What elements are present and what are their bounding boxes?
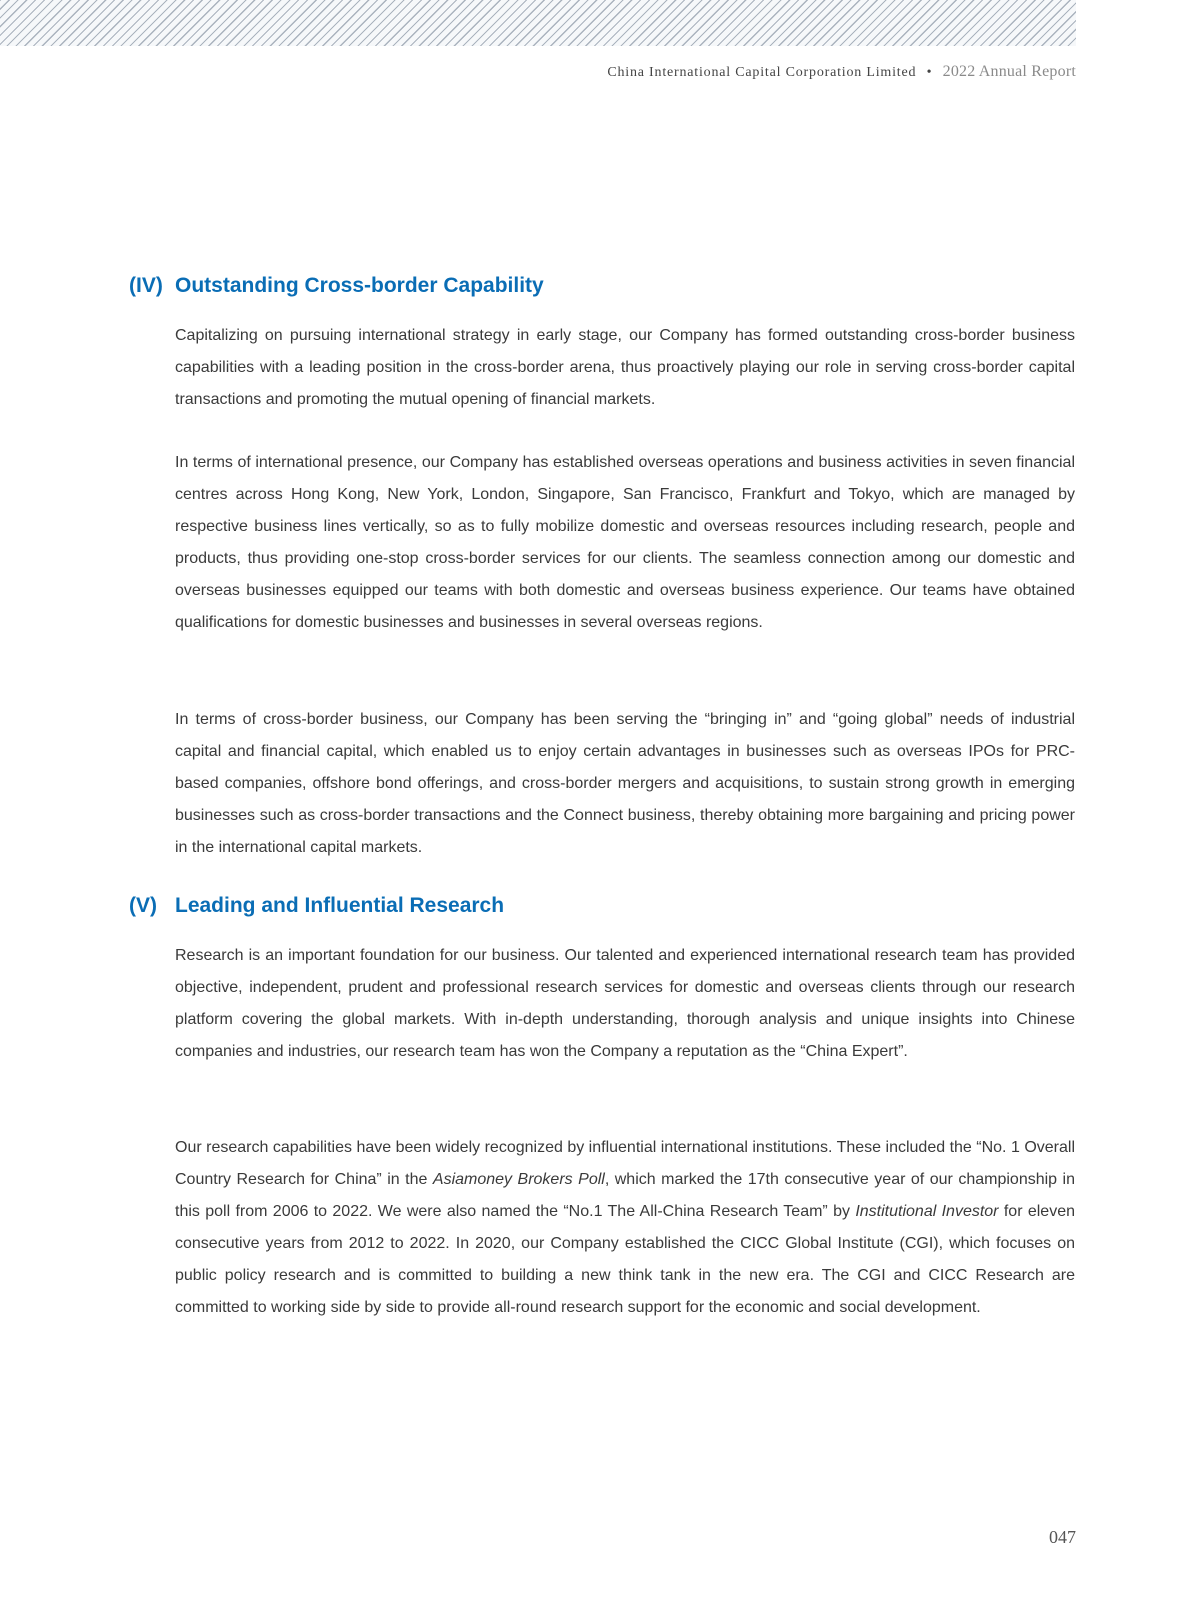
running-header [607,63,1076,81]
decorative-hatch-band [0,0,1076,46]
bullet-separator: • [926,65,933,80]
paragraph: Research is an important foundation for our business. Our talented and experienced international research team has provided objective, independent, prudent and professional research services for domestic and overseas clients through our research platform covering the global markets. With in-depth understanding, thorough analysis and unique insights into Chinese companies and industries, our research team has won the Company a reputation as the “China Expert”. [175,947,1075,1060]
page-number: 047 [1049,1527,1076,1547]
text-run: for eleven consecutive years from 2012 to 2022. In 2020, our Company established the CICC Global Institute (CGI), which focuses on public policy research and is committed to building a new think tank in the new era. The CGI and CICC Research are committed to working side by side to provide all-round research support for the economic and social development. [175,1203,1076,1316]
section-heading-v [129,894,504,918]
section-title: Outstanding Cross-border Capability [175,274,544,297]
paragraph: In terms of international presence, our Company has established overseas operations and business activities in seven financial centres across Hong Kong, New York, London, Singapore, San Francisco, Frankfurt and Tokyo, which are managed by respective business lines vertically, so as to fully mobilize domestic and overseas resources including research, people and products, thus providing one-stop cross-border services for our clients. The seamless connection among our domestic and overseas businesses equipped our teams with both domestic and overseas business experience. Our teams have obtained qualifications for domestic businesses and businesses in several overseas regions. [175,454,1075,631]
section-number: (V) [129,894,157,917]
paragraph: Capitalizing on pursuing international strategy in early stage, our Company has formed outstanding cross-border business capabilities with a leading position in the cross-border arena, thus proactively playing our role in serving cross-border capital transactions and promoting the mutual opening of financial markets. [175,327,1075,408]
text-run: , which marked the 17th consecutive year of our championship in this poll from 2006 to 2022. We were also named the “No.1 The All-China Research Team” by [175,1171,1076,1220]
company-name: China International Capital Corporation Limited [607,65,917,80]
report-title: 2022 Annual Report [942,63,1076,80]
section-title: Leading and Influential Research [175,894,505,917]
text-run: Our research capabilities have been widely recognized by influential international institutions. These included the “No. 1 Overall Country Research for China” in the [175,1139,1075,1188]
section-heading-iv [129,274,544,298]
publication-name: Institutional Investor [855,1203,999,1220]
section-number: (IV) [129,274,163,297]
publication-name: Asiamoney Brokers Poll [432,1171,605,1188]
paragraph: In terms of cross-border business, our Company has been serving the “bringing in” and “going global” needs of industrial capital and financial capital, which enabled us to enjoy certain advantages in businesses such as overseas IPOs for PRC-based companies, offshore bond offerings, and cross-border mergers and acquisitions, to sustain strong growth in emerging businesses such as cross-border transactions and the Connect business, thereby obtaining more bargaining and pricing power in the international capital markets. [175,711,1075,856]
paragraph [175,1132,1075,1324]
